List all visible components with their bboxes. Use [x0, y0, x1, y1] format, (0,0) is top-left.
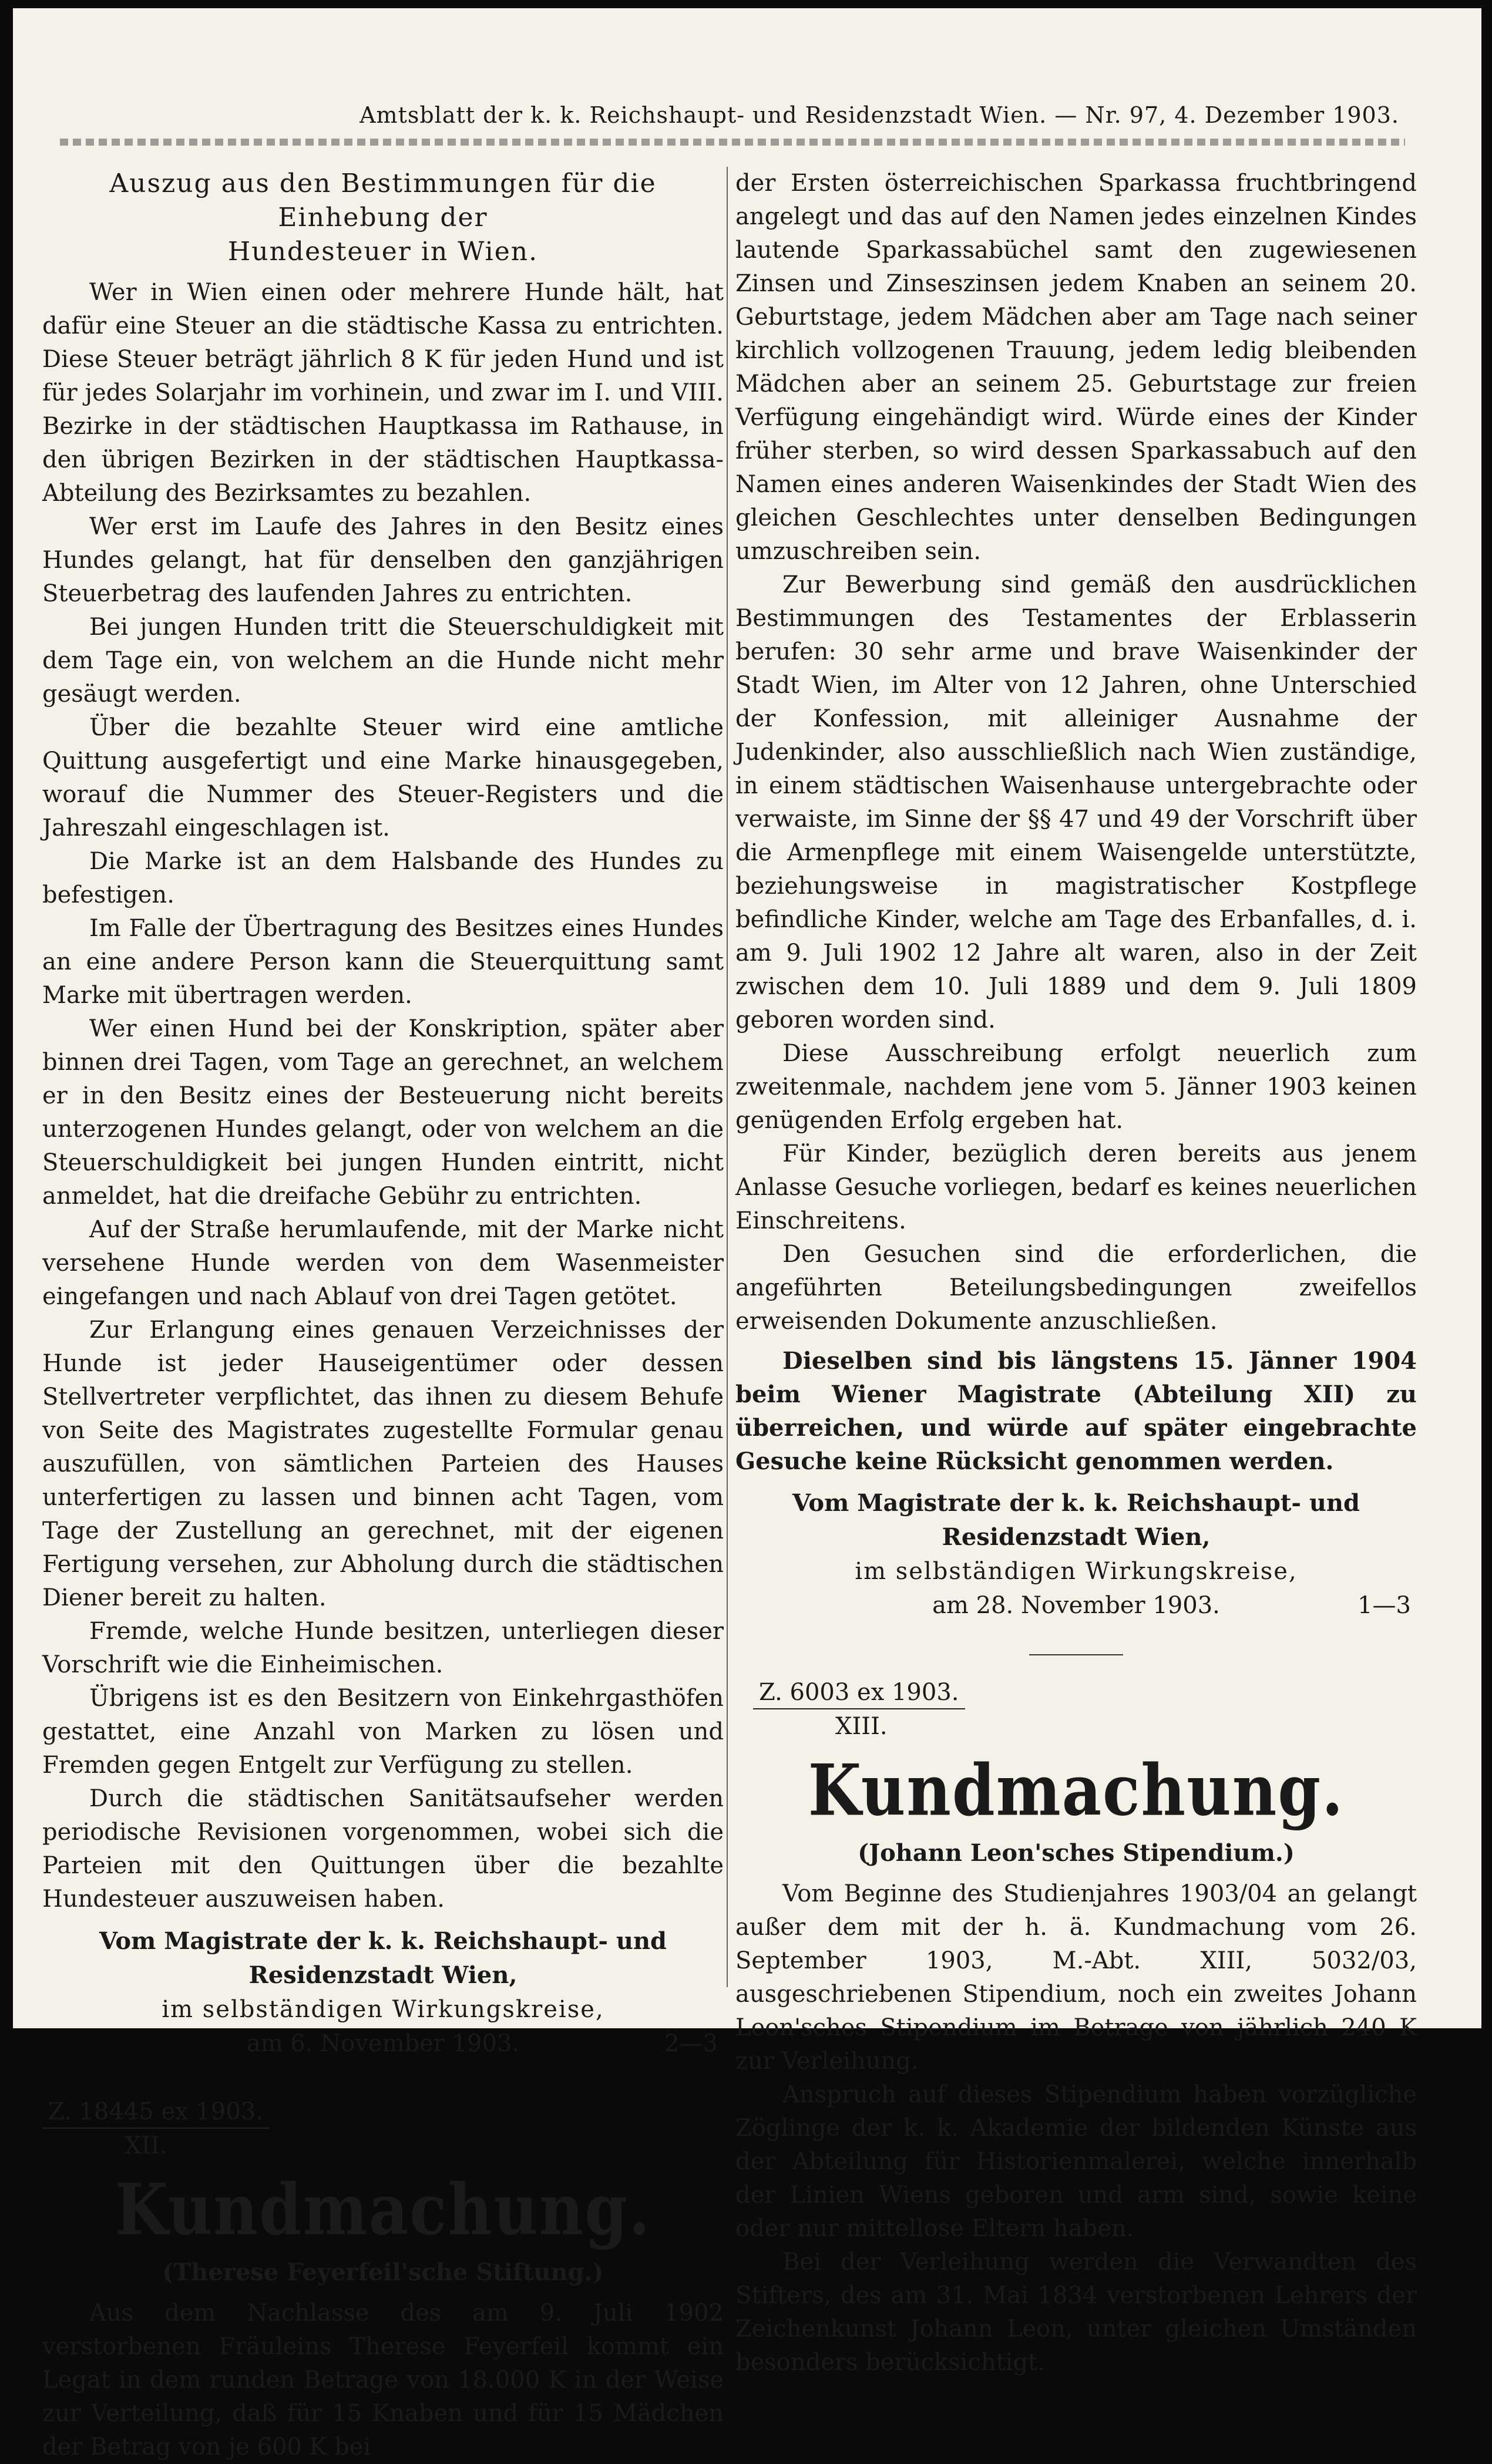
paragraph: Übrigens ist es den Besitzern von Einkehrgasthöfen gestattet, eine Anzahl von Marken zu lösen und Fremden gegen Entgelt zur Verfügung zu stellen. [42, 1685, 724, 1779]
paragraph: Durch die städtischen Sanitätsaufseher werden periodische Revisionen vorgenommen, wobei sich die Parteien mit den Quittungen über die bezahlte Hundesteuer auszuweisen haben. [42, 1785, 724, 1913]
paragraph: Wer einen Hund bei der Konskription, später aber binnen drei Tagen, vom Tage an gerechnet, an welchem er in den Besitz eines der Besteuerung nicht bereits unterzogenen Hundes gelangt, oder von welchem an die Steuerschuldigkeit bei jungen Hunden eintritt, nicht anmeldet, hat die dreifache Gebühr zu entrichten. [42, 1015, 724, 1210]
reference-block [42, 2098, 724, 2163]
paragraph: Anspruch auf dieses Stipendium haben vorzügliche Zöglinge der k. k. Akademie der bildenden Künste aus der Abteilung für Historienmalerei, welche innerhalb der Linien Wiens geboren und arm sind, sowie keine oder nur mittellose Eltern haben. [735, 2081, 1417, 2242]
left-column [42, 167, 724, 2464]
date-row [735, 1588, 1417, 1625]
date: am 6. November 1903. [246, 2030, 520, 2057]
paragraph: Den Gesuchen sind die erforderlichen, die angeführten Beteilungsbedingungen zweifellos erweisenden Dokumente anzuschließen. [735, 1241, 1417, 1335]
right-column [735, 167, 1417, 2379]
paragraph: Auf der Straße herumlaufende, mit der Marke nicht versehene Hunde werden von dem Wasenmeister eingefangen und nach Ablauf von drei Tagen getötet. [42, 1216, 724, 1310]
paragraph: Zur Erlangung eines genauen Verzeichnisses der Hunde ist jeder Hauseigentümer oder dessen Stellvertreter verpflichtet, das ihnen zu diesem Behufe von Seite des Magistrates zugestellte Formular genau auszufüllen, von sämtlichen Parteien des Hauses unterfertigen zu lassen und binnen acht Tagen, vom Tage der Zustellung an gerechnet, mit der eigenen Fertigung versehen, zur Abholung durch die städtischen Diener bereit zu halten. [42, 1317, 724, 1611]
kundmachung-heading: Kundmachung. [808, 1748, 1345, 1832]
reference-number: Z. 18445 ex 1903. [42, 2098, 269, 2129]
header-rule [60, 139, 1405, 146]
subtitle: (Johann Leon'sches Stipendium.) [858, 1839, 1295, 1867]
insertion-number: 2—3 [664, 2030, 718, 2057]
signature-line2: im selbständigen Wirkungskreise, [162, 1996, 604, 2023]
paragraph: Bei der Verleihung werden die Verwandten des Stifters, des am 31. Mai 1834 verstorbenen Lehrers der Zeichenkunst Johann Leon, unter gleichen Umständen besonders berücksichtigt. [735, 2248, 1417, 2376]
paragraph: Bei jungen Hunden tritt die Steuerschuldigkeit mit dem Tage ein, von welchem an die Hunde nicht mehr gesäugt werden. [42, 614, 724, 708]
document-page [13, 8, 1481, 2460]
signature: Vom Magistrate der k. k. Reichshaupt- und Residenzstadt Wien, [99, 1927, 667, 1989]
reference-block [735, 1679, 1417, 1743]
paragraph: Für Kinder, bezüglich deren bereits aus jenem Anlasse Gesuche vorliegen, bedarf es keines neuerlichen Einschreitens. [735, 1140, 1417, 1234]
paragraph: Fremde, welche Hunde besitzen, unterliegen dieser Vorschrift wie die Einheimischen. [42, 1618, 724, 1678]
reference-number: Z. 6003 ex 1903. [753, 1679, 965, 1709]
page-header: Amtsblatt der k. k. Reichshaupt- und Residenzstadt Wien. — Nr. 97, 4. Dezember 1903. [359, 102, 1399, 128]
paragraph: Wer in Wien einen oder mehrere Hunde hält, hat dafür eine Steuer an die städtische Kassa zu entrichten. Diese Steuer beträgt jährlich 8 K für jeden Hund und ist für jedes Solarjahr im vorhinein, und zwar im I. und VIII. Bezirke in der städtischen Hauptkassa im Rathause, in den übrigen Bezirken in der städtischen Hauptkassa-Abteilung des Bezirksamtes zu bezahlen. [42, 279, 724, 507]
subtitle: (Therese Feyerfeil'sche Stiftung.) [162, 2258, 604, 2286]
insertion-number: 1—3 [1357, 1592, 1411, 1619]
column-divider [727, 167, 728, 1987]
paragraph: Über die bezahlte Steuer wird eine amtliche Quittung ausgefertigt und eine Marke hinausgegeben, worauf die Nummer des Steuer-Registers und die Jahreszahl eingeschlagen ist. [42, 714, 724, 841]
signature: Vom Magistrate der k. k. Reichshaupt- und Residenzstadt Wien, [792, 1489, 1360, 1551]
paragraph: Vom Beginne des Studienjahres 1903/04 an gelangt außer dem mit der h. ä. Kundmachung vom 26. September 1903, M.-Abt. XIII, 5032/03, ausgeschriebenen Stipendium, noch ein zweites Johann Leon'sches Stipendium im Betrage von jährlich 240 K zur Verleihung. [735, 1880, 1417, 2075]
paragraph: der Ersten österreichischen Sparkassa fruchtbringend angelegt und das auf den Namen jedes einzelnen Kindes lautende Sparkassabüchel samt den zugewiesenen Zinsen und Zinseszinsen jedem Knaben an seinem 20. Geburtstage, jedem Mädchen aber am Tage nach seiner kirchlich vollzogenen Trauung, jedem ledig bleibenden Mädchen aber an seinem 25. Geburtstage zur freien Verfügung eingehändigt wird. Würde eines der Kinder früher sterben, so wird dessen Sparkassabuch auf den Namen eines anderen Waisenkindes der Stadt Wien des gleichen Geschlechtes unter denselben Bedingungen umzuschreiben sein. [735, 170, 1417, 565]
section-title: Auszug aus den Bestimmungen für die Einhebung der [109, 169, 657, 233]
date: am 28. November 1903. [932, 1592, 1220, 1619]
paragraph: Zur Bewerbung sind gemäß den ausdrücklichen Bestimmungen des Testamentes der Erblasserin berufen: 30 sehr arme und brave Waisenkinder der Stadt Wien, im Alter von 12 Jahren, ohne Unterschied der Konfession, mit alleiniger Ausnahme der Judenkinder, also ausschließlich nach Wien zuständige, in einem städtischen Waisenhause untergebrachte oder verwaiste, im Sinne der §§ 47 und 49 der Vorschrift über die Armenpflege mit einem Waisengelde unterstützte, beziehungsweise in magistratischer Kostpflege befindliche Kinder, welche am Tage des Erbanfalles, d. i. am 9. Juli 1902 12 Jahre alt waren, also in der Zeit zwischen dem 10. Juli 1889 und dem 9. Juli 1809 geboren worden sind. [735, 571, 1417, 1034]
signature-line2: im selbständigen Wirkungskreise, [855, 1558, 1298, 1585]
department: XII. [125, 2132, 167, 2159]
separator-rule [1029, 1654, 1123, 1655]
paragraph: Diese Ausschreibung erfolgt neuerlich zum zweitenmale, nachdem jene vom 5. Jänner 1903 keinen genügenden Erfolg ergeben hat. [735, 1040, 1417, 1134]
kundmachung-heading: Kundmachung. [115, 2167, 651, 2251]
department: XIII. [835, 1713, 888, 1740]
paragraph: Im Falle der Übertragung des Besitzes eines Hundes an eine andere Person kann die Steuerquittung samt Marke mit übertragen werden. [42, 915, 724, 1009]
paragraph: Die Marke ist an dem Halsbande des Hundes zu befestigen. [42, 848, 724, 908]
section-title-line2: Hundesteuer in Wien. [227, 237, 539, 267]
paragraph: Wer erst im Laufe des Jahres in den Besitz eines Hundes gelangt, hat für denselben den ganzjährigen Steuerbetrag des laufenden Jahres zu entrichten. [42, 513, 724, 607]
paragraph: Aus dem Nachlasse des am 9. Juli 1902 verstorbenen Fräuleins Therese Feyerfeil kommt ein Legat in dem runden Betrage von 18.000 K in der Weise zur Verteilung, daß für 15 Knaben und für 15 Mädchen der Betrag von je 600 K bei [42, 2300, 724, 2460]
date-row [42, 2027, 724, 2063]
deadline-notice: Dieselben sind bis längstens 15. Jänner 1904 beim Wiener Magistrate (Abteilung XII) zu überreichen, und würde auf später eingebrachte Gesuche keine Rücksicht genommen werden. [735, 1347, 1417, 1475]
